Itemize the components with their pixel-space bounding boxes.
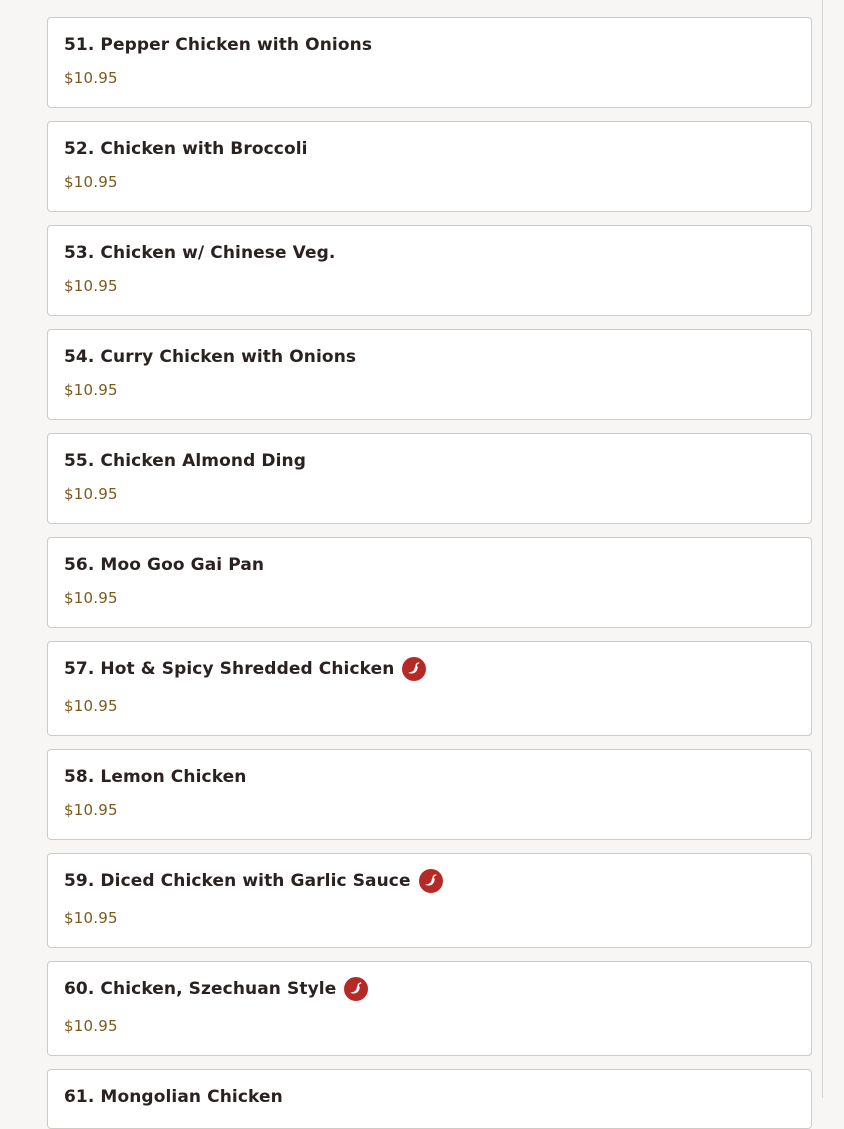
menu-item-name: 52. Chicken with Broccoli <box>64 139 308 159</box>
menu-item-price: $10.95 <box>64 801 118 819</box>
menu-item-price: $10.95 <box>64 1017 118 1035</box>
menu-item-name: 58. Lemon Chicken <box>64 767 247 787</box>
menu-item-name: 57. Hot & Spicy Shredded Chicken <box>64 659 395 679</box>
menu-item[interactable] <box>47 749 812 840</box>
menu-item[interactable] <box>47 537 812 628</box>
chili-pepper-icon <box>419 869 443 893</box>
menu-item-name: 54. Curry Chicken with Onions <box>64 347 357 367</box>
menu-item[interactable] <box>47 433 812 524</box>
menu-item-name: 55. Chicken Almond Ding <box>64 451 306 471</box>
menu-item[interactable] <box>47 853 812 948</box>
menu-item[interactable] <box>47 641 812 736</box>
menu-item-price: $10.95 <box>64 697 118 715</box>
menu-item-list <box>47 17 812 1129</box>
menu-item-price: $10.95 <box>64 589 118 607</box>
menu-item-name: 51. Pepper Chicken with Onions <box>64 35 373 55</box>
menu-item[interactable] <box>47 17 812 108</box>
menu-item-price: $10.95 <box>64 277 118 295</box>
menu-item-price: $10.95 <box>64 485 118 503</box>
menu-item[interactable] <box>47 225 812 316</box>
menu-item[interactable] <box>47 329 812 420</box>
menu-item-name: 59. Diced Chicken with Garlic Sauce <box>64 871 411 891</box>
menu-item-name: 61. Mongolian Chicken <box>64 1087 283 1107</box>
menu-item-name: 53. Chicken w/ Chinese Veg. <box>64 243 336 263</box>
menu-item[interactable] <box>47 1069 812 1129</box>
page-divider <box>822 0 823 1098</box>
menu-item-price: $10.95 <box>64 909 118 927</box>
menu-item-name: 60. Chicken, Szechuan Style <box>64 979 337 999</box>
chili-pepper-icon <box>344 977 368 1001</box>
menu-item[interactable] <box>47 961 812 1056</box>
menu-item[interactable] <box>47 121 812 212</box>
chili-pepper-icon <box>402 657 426 681</box>
menu-item-name: 56. Moo Goo Gai Pan <box>64 555 265 575</box>
menu-item-price: $10.95 <box>64 69 118 87</box>
menu-item-price: $10.95 <box>64 173 118 191</box>
menu-item-price: $10.95 <box>64 381 118 399</box>
